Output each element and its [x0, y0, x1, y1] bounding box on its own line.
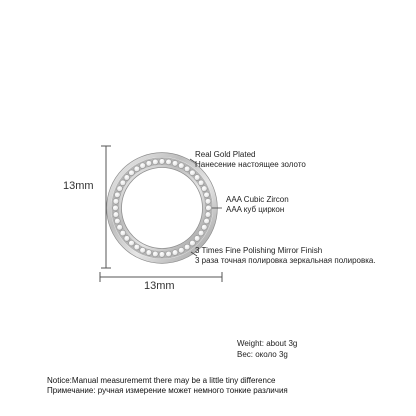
zircon-stone	[140, 163, 146, 169]
weight-info	[237, 338, 297, 360]
zircon-stone	[120, 180, 126, 186]
zircon-stone	[205, 212, 211, 218]
zircon-stone	[194, 236, 200, 242]
callout-gold-en: Real Gold Plated	[195, 150, 256, 159]
zircon-stone	[134, 244, 140, 250]
zircon-stone	[194, 175, 200, 181]
zircon-stone	[178, 163, 184, 169]
zircon-stone	[166, 251, 172, 257]
callout-cubic-zircon	[226, 195, 289, 215]
zircon-stone	[205, 198, 211, 204]
zircon-stone	[166, 159, 172, 165]
zircon-stone	[129, 170, 135, 176]
width-label: 13mm	[144, 280, 175, 292]
weight-ru: Вес: около 3g	[237, 350, 288, 359]
zircon-stone	[204, 218, 210, 224]
callout-zircon-en: AAA Cubic Zircon	[226, 195, 289, 204]
zircon-stone	[152, 251, 158, 257]
zircon-stone	[124, 175, 130, 181]
zircon-stone	[172, 250, 178, 256]
callout-polish-ru: 3 раза точная полировка зеркальная полировка.	[195, 256, 376, 265]
zircon-stone	[190, 170, 196, 176]
zircon-stone	[113, 205, 119, 211]
zircon-stone	[129, 240, 135, 246]
zircon-stone	[117, 186, 123, 192]
zircon-stone	[117, 224, 123, 230]
zircon-stone	[140, 247, 146, 253]
callout-zircon-ru: AAA куб циркон	[226, 205, 285, 214]
zircon-stone	[152, 159, 158, 165]
zircon-stone	[159, 252, 165, 258]
zircon-stone	[198, 230, 204, 236]
zircon-stone	[124, 236, 130, 242]
measurement-notice	[47, 376, 288, 396]
zircon-stone	[159, 159, 165, 165]
zircon-stone	[178, 247, 184, 253]
zircon-stone	[201, 224, 207, 230]
callout-polish-en: 3 Times Fine Polishing Mirror Finish	[195, 246, 323, 255]
notice-en: Notice:Manual measurememt there may be a little tiny difference	[47, 376, 276, 385]
zircon-stone	[184, 166, 190, 172]
zircon-stone	[172, 160, 178, 166]
zircon-stone	[204, 192, 210, 198]
zircon-stone	[113, 212, 119, 218]
notice-ru: Примечание: ручная измерение может немного тонкие различия	[47, 386, 288, 395]
zircon-stone	[146, 160, 152, 166]
callout-gold-plated	[195, 150, 306, 170]
zircon-stone	[184, 244, 190, 250]
callout-gold-ru: Нанесение настоящее золото	[195, 160, 306, 169]
weight-en: Weight: about 3g	[237, 339, 298, 348]
zircon-stone	[201, 186, 207, 192]
zircon-stone	[146, 250, 152, 256]
zircon-stone	[134, 166, 140, 172]
zircon-stone	[120, 230, 126, 236]
zircon-stone	[198, 180, 204, 186]
zircon-stone	[206, 205, 212, 211]
callout-polishing	[195, 246, 376, 266]
zircon-stone	[113, 198, 119, 204]
height-label: 13mm	[63, 180, 94, 192]
zircon-stone	[114, 192, 120, 198]
zircon-stone	[114, 218, 120, 224]
